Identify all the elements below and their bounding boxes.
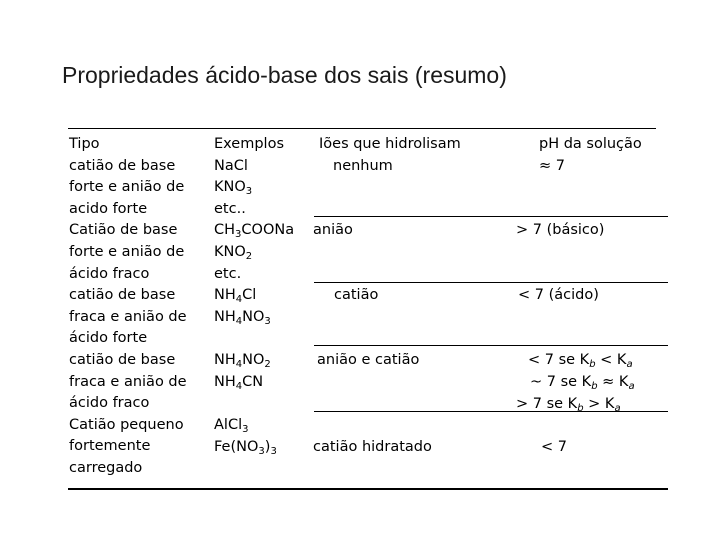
row-divider-2 (314, 282, 668, 283)
exemplo-row-3-line-2: $NH_4NO_3$ (214, 309, 271, 327)
tipo-row-5-line-3: carregado (69, 459, 143, 476)
tipo-row-4-line-3: ácido fraco (69, 395, 150, 412)
ioes-row-2: anião (313, 222, 353, 238)
tipo-row-2-line-2: forte e anião de (69, 243, 185, 260)
ph-row-1: ≈ 7 (539, 158, 565, 174)
exemplo-row-5-line-2: $Fe(NO_3)_3$ (214, 439, 277, 457)
table-top-rule (68, 128, 656, 129)
exemplo-row-1-line-2: $KNO_3$ (214, 179, 253, 197)
tipo-row-3-line-3: ácido forte (69, 330, 148, 347)
tipo-row-5-line-2: fortemente (69, 438, 151, 455)
tipo-row-4-line-1: catião de base (69, 351, 176, 368)
ph-row-3: < 7 (ácido) (518, 287, 599, 303)
ph-row-5: < 7 (541, 439, 567, 455)
tipo-row-4-line-2: fraca e anião de (69, 373, 187, 390)
tipo-row-2-line-1: Catião de base (69, 222, 178, 239)
tipo-row-2-line-3: ácido fraco (69, 265, 150, 282)
ioes-row-3: catião (334, 287, 379, 303)
tipo-column (69, 134, 187, 480)
ioes-row-4: anião e catião (317, 352, 420, 368)
tipo-row-1-line-1: catião de base (69, 157, 176, 174)
tipo-row-1-line-2: forte e anião de (69, 179, 185, 196)
exemplo-row-2-line-2: $KNO_2$ (214, 244, 253, 262)
exemplo-row-2-line-1: $CH_3COONa$ (214, 222, 295, 240)
exemplo-row-3-line-1: $NH_4Cl$ (214, 287, 257, 305)
ph-row-4-line-3: > 7 se $K_b > K_a$ (516, 396, 621, 414)
header-ioes: Iões que hidrolisam (319, 136, 461, 152)
tipo-row-3-line-2: fraca e anião de (69, 308, 187, 325)
ph-row-4-line-2: ~ 7 se $K_b \approx K_a$ (530, 374, 635, 392)
ph-row-4-line-1: < 7 se $K_b < K_a$ (528, 352, 633, 370)
ioes-row-1: nenhum (333, 158, 393, 174)
exemplo-row-1-line-3: etc.. (214, 201, 246, 217)
slide-title: Propriedades ácido-base dos sais (resumo) (62, 62, 507, 88)
header-tipo: Tipo (69, 136, 100, 152)
header-ph: pH da solução (539, 136, 642, 152)
ioes-row-5: catião hidratado (313, 439, 432, 455)
header-exemplos: Exemplos (214, 136, 285, 152)
tipo-row-5-line-1: Catião pequeno (69, 416, 184, 433)
row-divider-3 (314, 345, 668, 346)
table-bottom-rule (68, 488, 668, 490)
ph-row-2: > 7 (básico) (516, 222, 605, 238)
tipo-row-1-line-3: acido forte (69, 200, 148, 217)
row-divider-1 (314, 216, 668, 217)
exemplo-row-4-line-2: $NH_4CN$ (214, 374, 264, 392)
tipo-row-3-line-1: catião de base (69, 287, 176, 304)
exemplo-row-4-line-1: $NH_4NO_2$ (214, 352, 271, 370)
exemplo-row-1-line-1: NaCl (214, 158, 248, 174)
exemplo-row-2-line-3: etc. (214, 266, 242, 282)
exemplo-row-5-line-1: AlCl$_3$ (214, 417, 249, 435)
